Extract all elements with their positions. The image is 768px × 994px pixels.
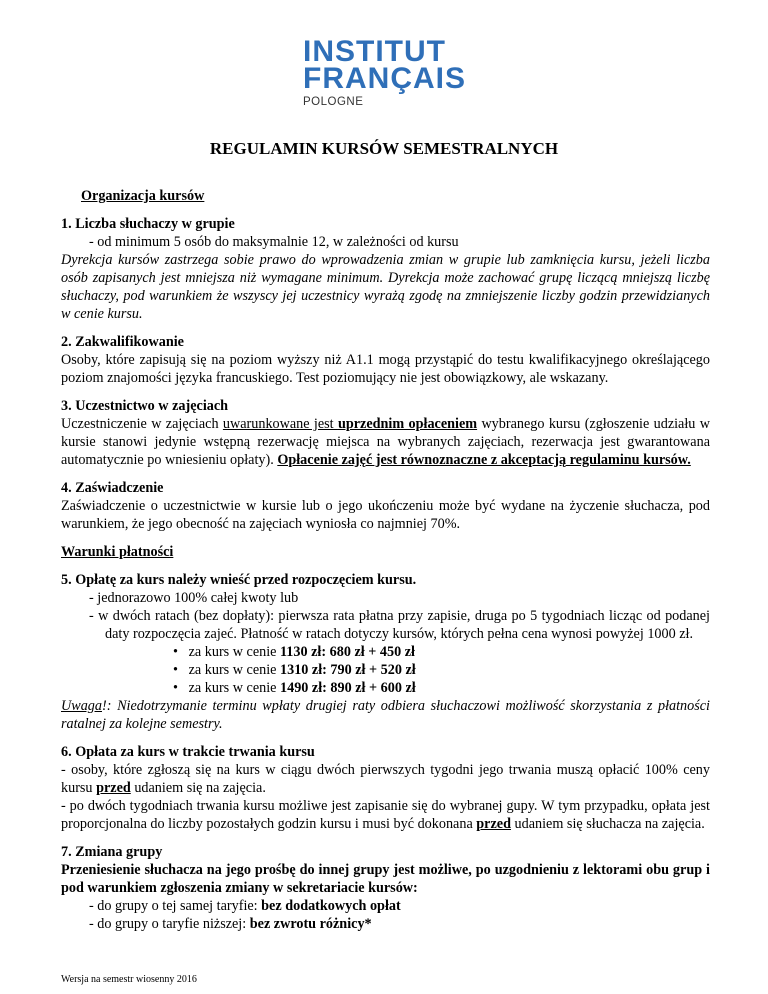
institut-francais-logo xyxy=(303,35,466,109)
list-item xyxy=(61,915,710,933)
text-span: udaniem się na zajęcia. xyxy=(130,780,266,796)
heading-uczestnictwo: 3. Uczestnictwo w zajęciach xyxy=(61,398,229,414)
heading-zaswiadczenie: 4. Zaświadczenie xyxy=(61,480,164,496)
price-item: • za kurs w cenie 1310 zł: 790 zł + 520 zł xyxy=(173,662,416,678)
text-span: wybranego kursu (zgłoszenie udziału w kursie stanowi jedynie wstępną rezerwację miejsca na wybranych zajęciach, rezerwacja jest gwarantowana automatycznie po wniesieniu opłaty). xyxy=(61,416,710,468)
paragraph-zaswiadczenie: Zaświadczenie o uczestnictwie w kursie lub o jego ukończeniu może być wydane na życzenie słuchacza, pod warunkiem, że jego obecność na zajęciach wyniosła co najmniej 70%. xyxy=(61,498,710,532)
paragraph-zmiana: Przeniesienie słuchacza na jego prośbę do innej grupy jest możliwe, po uzgodnieniu z lektorami obu grup i pod warunkiem zgłoszenia zmiany w sekretariacie kursów: xyxy=(61,862,710,896)
bold-underlined-text: Opłacenie zajęć jest równoznaczne z akceptacją regulaminu kursów. xyxy=(277,452,691,468)
list-item: - jednorazowo 100% całej kwoty lub xyxy=(89,590,299,606)
paragraph-uwaga xyxy=(61,697,710,733)
document-body xyxy=(61,187,710,933)
paragraph-uczestnictwo xyxy=(61,415,710,469)
note-label: Uwaga xyxy=(61,698,102,714)
list-item: - w dwóch ratach (bez dopłaty): pierwsza rata płatna przy zapisie, druga po 5 tygodniach licząc od podanej daty rozpoczęcia zajeć. Płatność w ratach dotyczy kursów, których pełna cena wynosi powyżej 1000 zł. xyxy=(89,608,710,642)
logo-line-3: POLOGNE xyxy=(303,96,364,108)
text-span: za kurs w cenie xyxy=(188,644,280,660)
bold-underlined-text: przed xyxy=(476,816,511,832)
bold-underlined-text: uprzednim opłaceniem xyxy=(337,416,478,432)
text-span: !: Niedotrzymanie terminu wpłaty drugiej raty odbiera słuchaczowi możliwość skorzystania z płatności ratalnej za kolejne semestry. xyxy=(61,698,710,732)
section-heading-organizacja: Organizacja kursów xyxy=(81,188,205,204)
text-span: - po dwóch tygodniach trwania kursu możliwe jest zapisanie się do wybranej gupy. W tym przypadku, opłata jest proporcjonalna do liczby pozostałych godzin kursu i musi być dokonana xyxy=(61,798,710,832)
text-span: Uczestniczenie w zajęciach xyxy=(61,416,223,432)
paragraph-oplata-2 xyxy=(61,797,710,833)
document-title: REGULAMIN KURSÓW SEMESTRALNYCH xyxy=(209,139,559,158)
paragraph-oplata-1 xyxy=(61,761,710,797)
text-span: - do grupy o taryfie niższej: xyxy=(89,916,250,932)
text-span: - do grupy o tej samej taryfie: xyxy=(89,898,262,914)
section-heading-warunki: Warunki płatności xyxy=(61,544,174,560)
paragraph-dyrekcja: Dyrekcja kursów zastrzega sobie prawo do wprowadzenia zmian w grupie lub zamknięcia kursu, jeżeli liczba osób zapisanych jest mniejsza niż wymagane minimum. Dyrekcja może zachować grupę liczącą mniejszą liczbę słuchaczy, pod warunkiem że wszyscy jej uczestnicy wyrażą zgodę na zmniejszenie liczby godzin przewidzianych w cenie kursu. xyxy=(61,252,710,322)
heading-oplata: 5. Opłatę za kurs należy wnieść przed rozpoczęciem kursu. xyxy=(61,572,417,588)
heading-zmiana-grupy: 7. Zmiana grupy xyxy=(61,844,163,860)
price-item: • za kurs w cenie 1130 zł: 680 zł + 450 zł xyxy=(173,644,415,660)
price-value: 1310 zł: 790 zł + 520 zł xyxy=(280,662,416,678)
list-item xyxy=(61,897,710,915)
heading-liczba-sluchaczy: 1. Liczba słuchaczy w grupie xyxy=(61,216,235,232)
price-item: • za kurs w cenie 1490 zł: 890 zł + 600 zł xyxy=(173,680,416,696)
paragraph-zakwalifikowanie: Osoby, które zapisują się na poziom wyższy niż A1.1 mogą przystąpić do testu kwalifikacyjnego określającego poziom znajomości języka francuskiego. Test poziomujący nie jest obowiązkowy, ale wskazany. xyxy=(61,352,710,386)
bold-text: bez zwrotu różnicy* xyxy=(249,916,372,932)
bold-underlined-text: przed xyxy=(96,780,131,796)
text-span: udaniem się słuchacza na zajęcia. xyxy=(510,816,705,832)
heading-oplata-trakcie: 6. Opłata za kurs w trakcie trwania kursu xyxy=(61,744,315,760)
logo-line-2: FRANÇAIS xyxy=(303,62,466,95)
footer-version: Wersja na semestr wiosenny 2016 xyxy=(61,974,197,985)
underlined-text: uwarunkowane jest xyxy=(222,416,338,432)
text-span: za kurs w cenie xyxy=(188,662,280,678)
logo-line-1: INSTITUT xyxy=(303,35,446,68)
price-value: 1490 zł: 890 zł + 600 zł xyxy=(280,680,416,696)
text-span: za kurs w cenie xyxy=(188,680,280,696)
bold-text: bez dodatkowych opłat xyxy=(261,898,401,914)
price-value: 1130 zł: 680 zł + 450 zł xyxy=(280,644,415,660)
list-item: - od minimum 5 osób do maksymalnie 12, w zależności od kursu xyxy=(89,234,459,250)
heading-zakwalifikowanie: 2. Zakwalifikowanie xyxy=(61,334,184,350)
text-span: - osoby, które zgłoszą się na kurs w ciągu dwóch pierwszych tygodni jego trwania muszą opłacić 100% ceny kursu xyxy=(61,762,710,796)
